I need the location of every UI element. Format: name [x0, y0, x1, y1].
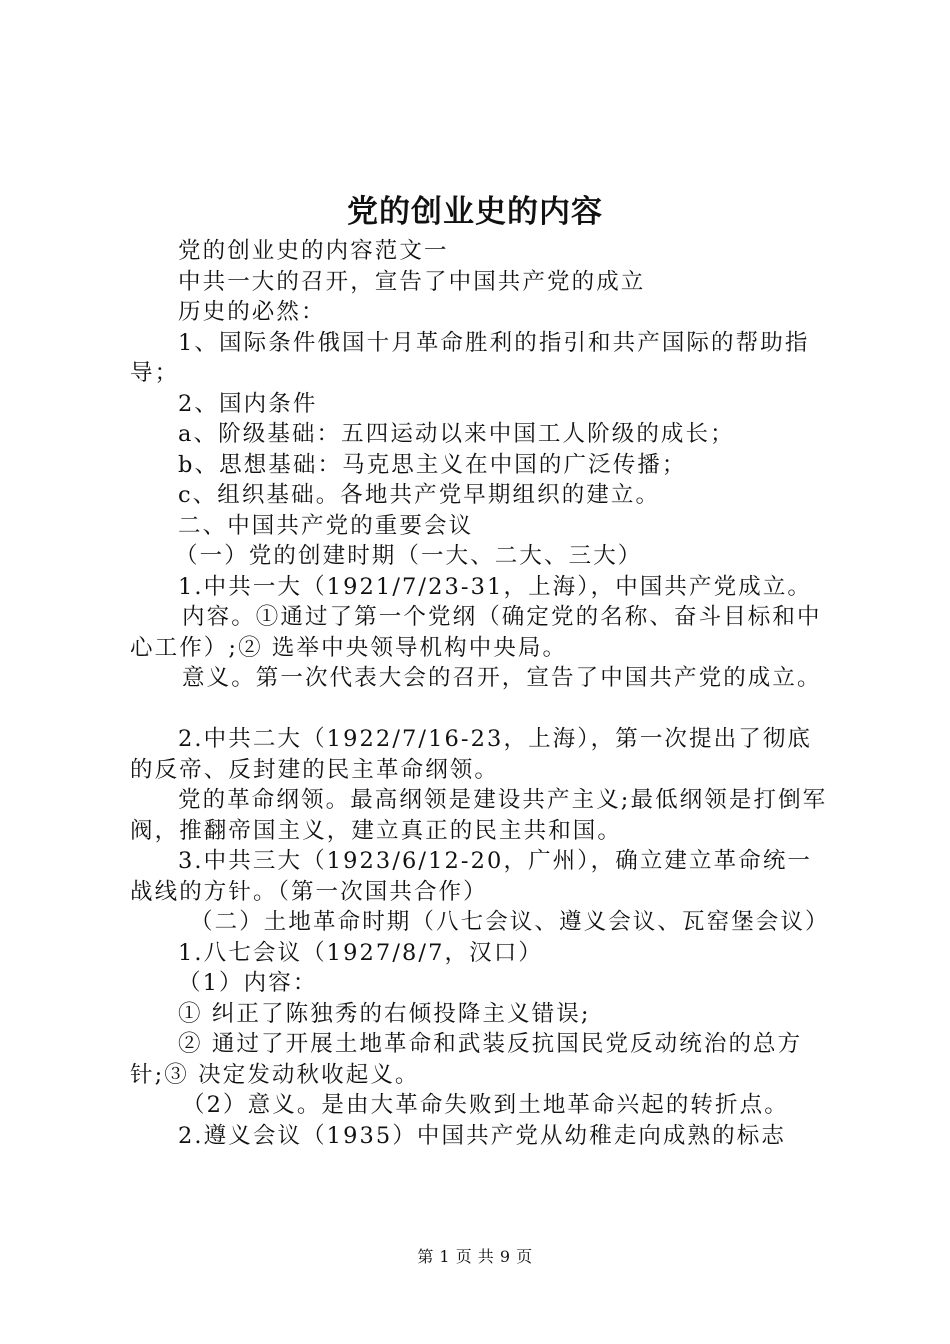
- paragraph: ① 纠正了陈独秀的右倾投降主义错误;: [178, 1000, 591, 1027]
- paragraph: c、组织基础。各地共产党早期组织的建立。: [178, 482, 661, 508]
- paragraph: 1、国际条件俄国十月革命胜利的指引和共产国际的帮助指导；: [130, 329, 810, 386]
- paragraph: 党的革命纲领。最高纲领是建设共产主义;最低纲领是打倒军阀，推翻帝国主义，建立真正的民主共和国。: [130, 787, 828, 844]
- paragraph: b、思想基础：马克思主义在中国的广泛传播；: [178, 451, 687, 478]
- paragraph: （2）意义。是由大革命失败到土地革命兴起的转折点。: [182, 1092, 789, 1118]
- document-title: 党的创业史的内容: [347, 194, 603, 230]
- paragraph: a、阶级基础：五四运动以来中国工人阶级的成长；: [178, 421, 735, 447]
- blank-line: [130, 694, 835, 725]
- paragraph: 历史的必然：: [178, 299, 326, 325]
- paragraph: 3.中共三大（1923/6/12-20，广州），确立建立革命统一战线的方针。（第一次国共合作）: [130, 848, 813, 905]
- paragraph: 1.八七会议（1927/8/7，汉口）: [178, 939, 543, 966]
- subsection-heading: （一）党的创建时期（一大、二大、三大）: [175, 543, 643, 569]
- paragraph: 2、国内条件: [178, 390, 318, 417]
- document-body: [130, 236, 835, 1151]
- paragraph: ② 通过了开展土地革命和武装反抗国民党反动统治的总方针;③ 决定发动秋收起义。: [130, 1031, 803, 1088]
- paragraph: 意义。第一次代表大会的召开，宣告了中国共产党的成立。: [182, 665, 822, 691]
- paragraph: 2.遵义会议（1935）中国共产党从幼稚走向成熟的标志: [178, 1122, 786, 1149]
- paragraph: （1）内容：: [178, 970, 318, 996]
- paragraph: 党的创业史的内容范文一: [178, 238, 449, 264]
- page-footer: 第 1 页 共 9 页: [417, 1247, 533, 1266]
- paragraph: 内容。①通过了第一个党纲（确定党的名称、奋斗目标和中心工作）;② 选举中央领导机构中央局。: [130, 604, 822, 661]
- section-heading: 二、中国共产党的重要会议: [178, 512, 474, 539]
- subsection-heading: （二）土地革命时期（八七会议、遵义会议、瓦窑堡会议）: [190, 909, 830, 935]
- paragraph: 中共一大的召开，宣告了中国共产党的成立: [178, 268, 646, 295]
- paragraph: 1.中共一大（1921/7/23-31，上海），中国共产党成立。: [178, 573, 813, 600]
- paragraph: 2.中共二大（1922/7/16-23，上海），第一次提出了彻底的反帝、反封建的民主革命纲领。: [130, 726, 813, 783]
